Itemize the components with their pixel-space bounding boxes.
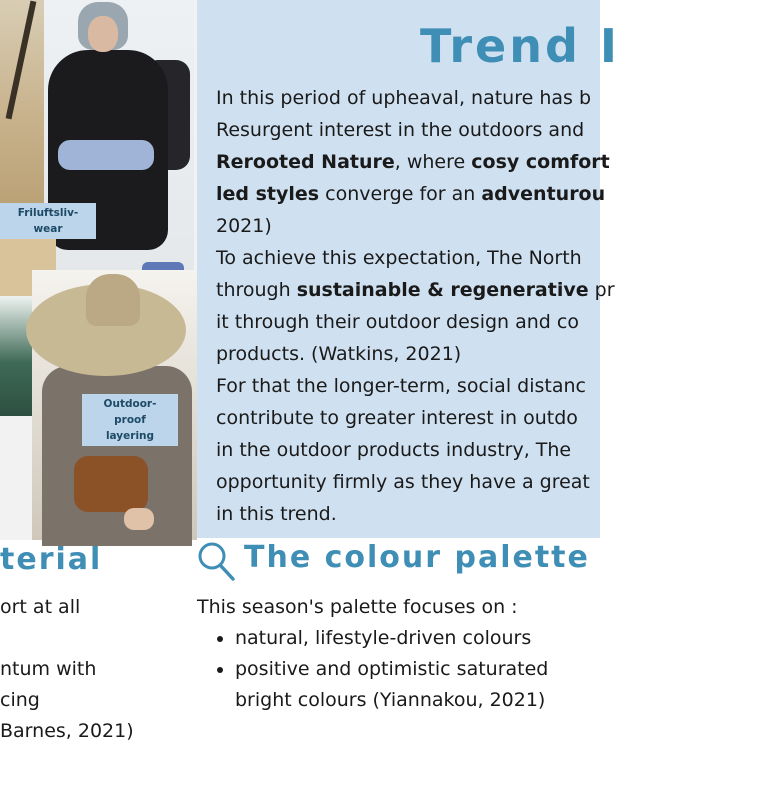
palette-lead: This season's palette focuses on :	[197, 596, 518, 618]
palette-text	[197, 592, 600, 716]
intro-line: For that the longer-term, social distanc	[216, 375, 586, 397]
intro-line: products. (Watkins, 2021)	[216, 343, 462, 365]
intro-line: led styles converge for an adventurou	[216, 183, 606, 205]
tag-outdoor-proof-layering: Outdoor-proof layering	[82, 394, 178, 446]
intro-text	[216, 82, 776, 530]
intro-line: in the outdoor products industry, The	[216, 439, 572, 461]
photo-collage	[0, 0, 197, 540]
palette-bullet: • natural, lifestyle-driven colours	[235, 623, 600, 654]
material-line: ntum with	[0, 658, 97, 680]
material-heading: terial	[0, 542, 103, 577]
intro-line: through sustainable & regenerative pr	[216, 279, 615, 301]
intro-line: opportunity firmly as they have a great	[216, 471, 590, 493]
page-title: Trend I	[420, 19, 621, 73]
material-line: cing	[0, 689, 40, 711]
material-line: ort at all	[0, 596, 81, 618]
intro-line: Resurgent interest in the outdoors and	[216, 119, 585, 141]
material-text	[0, 592, 197, 747]
palette-bullet: • positive and optimistic saturated bright colours (Yiannakou, 2021)	[235, 654, 600, 716]
intro-line: 2021)	[216, 215, 272, 237]
intro-line: in this trend.	[216, 503, 337, 525]
intro-line: In this period of upheaval, nature has b	[216, 87, 592, 109]
material-line	[0, 623, 197, 654]
intro-line: contribute to greater interest in outdo	[216, 407, 578, 429]
intro-line: it through their outdoor design and co	[216, 311, 579, 333]
material-line: Barnes, 2021)	[0, 720, 134, 742]
palette-heading: The colour palette	[244, 540, 590, 575]
intro-line: To achieve this expectation, The North	[216, 247, 582, 269]
palette-bullets	[197, 623, 600, 716]
search-icon	[196, 540, 236, 582]
intro-line: Rerooted Nature, where cosy comfort	[216, 151, 610, 173]
tag-friluftsliv-wear: Friluftsliv-wear	[0, 203, 96, 239]
